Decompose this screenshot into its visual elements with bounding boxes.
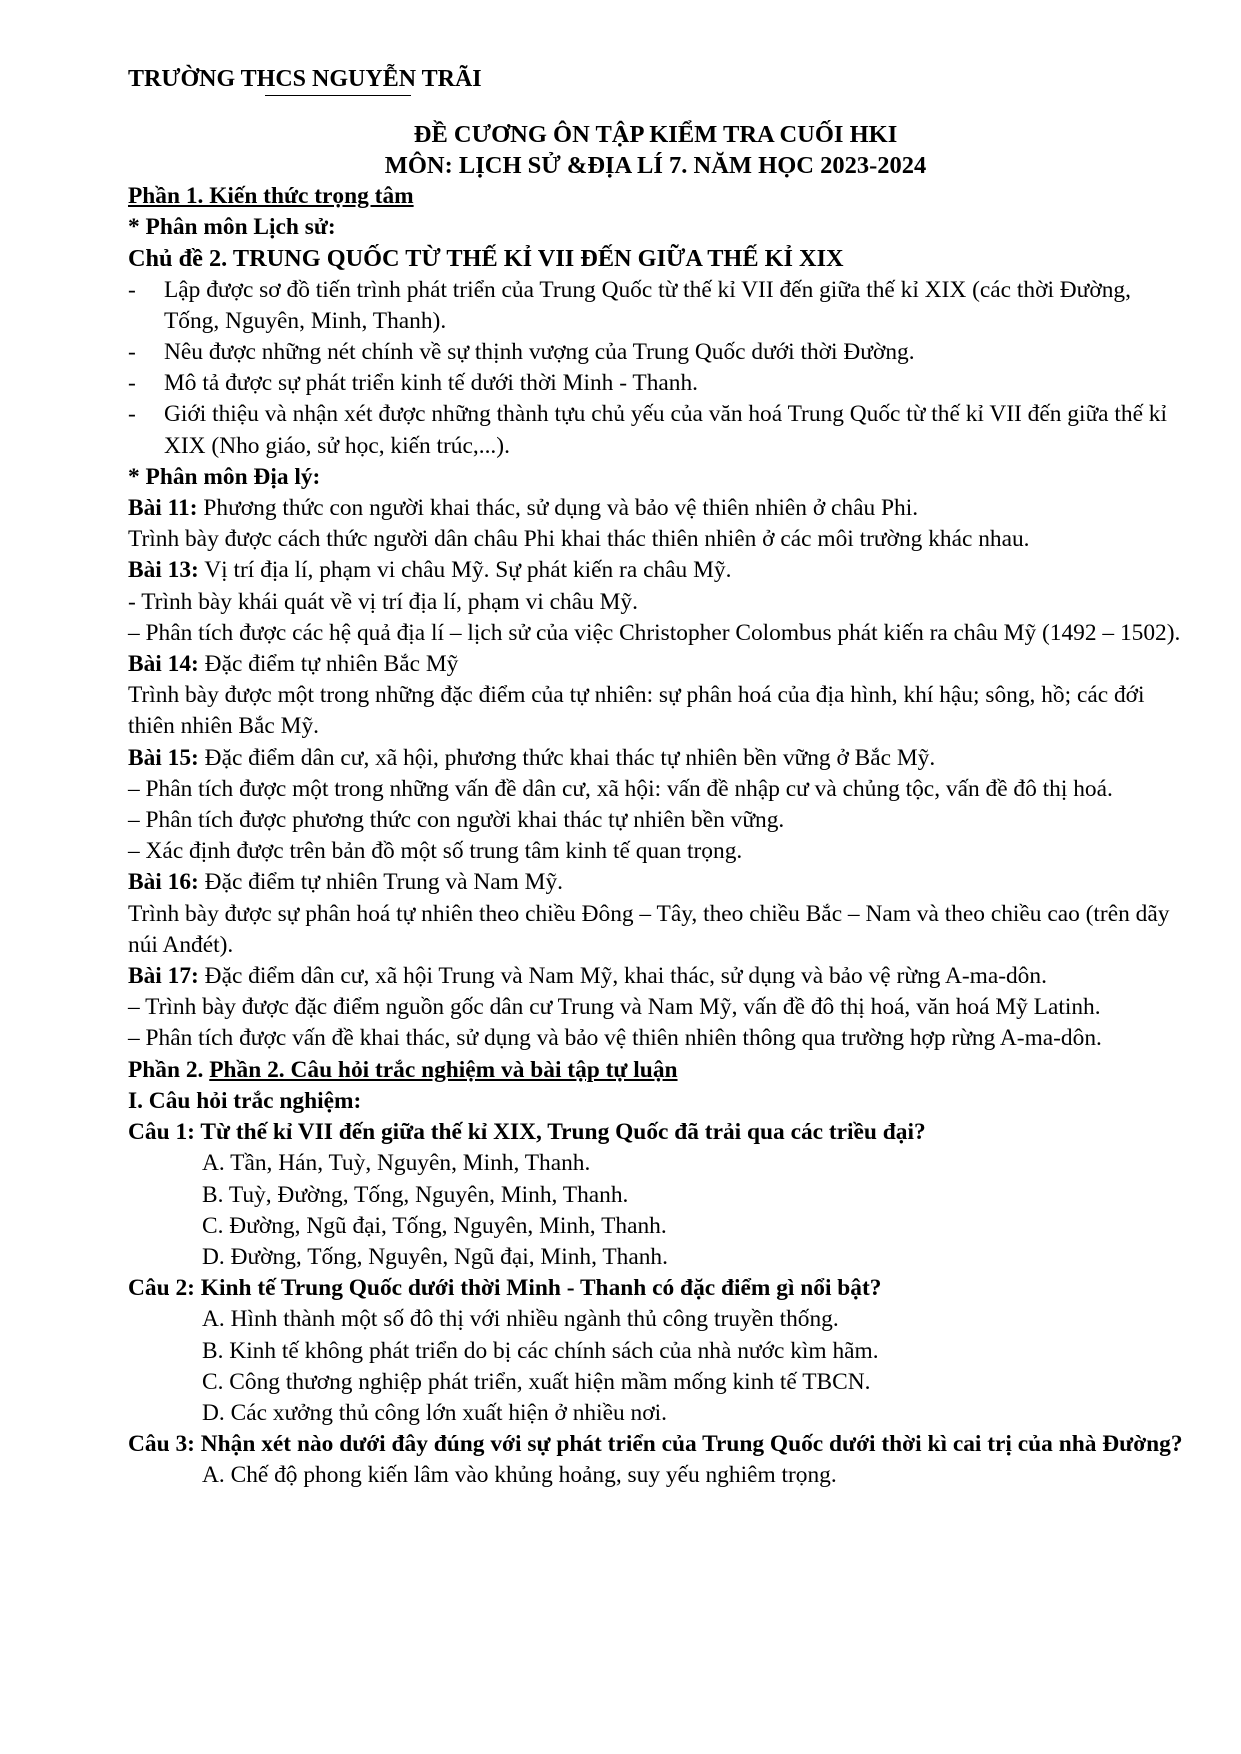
lesson-label: Bài 14: — [128, 651, 199, 678]
list-item-text: Mô tả được sự phát triển kinh tế dưới thời Minh - Thanh. — [164, 370, 699, 397]
document-title — [128, 119, 1183, 181]
question-1: Câu 1: Từ thế kỉ VII đến giữa thế kỉ XIX, Trung Quốc đã trải qua các triều đại? — [128, 1119, 926, 1146]
part2-prefix: Phần 2. — [128, 1056, 210, 1083]
list-item-text: Nêu được những nét chính về sự thịnh vượng của Trung Quốc dưới thời Đường. — [164, 339, 915, 366]
list-item — [128, 275, 1183, 337]
answer-option: C. Công thương nghiệp phát triển, xuất hiện mầm mống kinh tế TBCN. — [202, 1368, 871, 1395]
question-2: Câu 2: Kinh tế Trung Quốc dưới thời Minh - Thanh có đặc điểm gì nổi bật? — [128, 1275, 882, 1302]
list-item — [128, 399, 1183, 461]
list-item — [128, 368, 1183, 399]
title-line-1: ĐỀ CƯƠNG ÔN TẬP KIỂM TRA CUỐI HKI — [413, 121, 898, 148]
answer-option: A. Chế độ phong kiến lâm vào khủng hoảng, suy yếu nghiêm trọng. — [202, 1462, 837, 1489]
lesson-title: Đặc điểm dân cư, xã hội, phương thức khai thác tự nhiên bền vững ở Bắc Mỹ. — [198, 744, 936, 771]
lesson-15-line: – Xác định được trên bản đồ một số trung tâm kinh tế quan trọng. — [128, 838, 743, 865]
lesson-14-heading — [128, 649, 1183, 680]
lesson-title: Đặc điểm tự nhiên Bắc Mỹ — [198, 651, 459, 678]
lesson-13-line: – Phân tích được các hệ quả địa lí – lịch sử của việc Christopher Colombus phát kiến ra châu Mỹ (1492 – 1502). — [128, 619, 1181, 646]
answer-option: B. Kinh tế không phát triển do bị các chính sách của nhà nước kìm hãm. — [202, 1337, 879, 1364]
lesson-label: Bài 11: — [128, 495, 198, 522]
lesson-title: Phương thức con người khai thác, sử dụng và bảo vệ thiên nhiên ở châu Phi. — [197, 495, 919, 522]
geography-header: * Phân môn Địa lý: — [128, 463, 321, 490]
part2-title: Phần 2. Câu hỏi trắc nghiệm và bài tập tự luận — [209, 1056, 678, 1083]
lesson-17-line: – Trình bày được đặc điểm nguồn gốc dân cư Trung và Nam Mỹ, vấn đề đô thị hoá, văn hoá Mỹ Latinh. — [128, 994, 1101, 1021]
list-item — [128, 337, 1183, 368]
dash-marker: - — [128, 276, 136, 303]
list-item-text: Lập được sơ đồ tiến trình phát triển của Trung Quốc từ thế kỉ VII đến giữa thế kỉ XIX (các thời Đường, Tống, Nguyên, Minh, Thanh). — [164, 276, 1131, 334]
answer-option: A. Tần, Hán, Tuỳ, Nguyên, Minh, Thanh. — [202, 1150, 591, 1177]
lesson-14-line: Trình bày được một trong những đặc điểm của tự nhiên: sự phân hoá của địa hình, khí hậu; sông, hồ; các đới thiên nhiên Bắc Mỹ. — [128, 682, 1145, 740]
lesson-17-line: – Phân tích được vấn đề khai thác, sử dụng và bảo vệ thiên nhiên thông qua trường hợp rừng A-ma-dôn. — [128, 1025, 1102, 1052]
lesson-11-line: Trình bày được cách thức người dân châu Phi khai thác thiên nhiên ở các môi trường khác nhau. — [128, 526, 1030, 553]
lesson-16-line: Trình bày được sự phân hoá tự nhiên theo chiều Đông – Tây, theo chiều Bắc – Nam và theo chiều cao (trên dãy núi Anđét). — [128, 900, 1170, 958]
question-3: Câu 3: Nhận xét nào dưới đây đúng với sự phát triển của Trung Quốc dưới thời kì cai trị của nhà Đường? — [128, 1431, 1183, 1458]
list-item-text: Giới thiệu và nhận xét được những thành tựu chủ yếu của văn hoá Trung Quốc từ thế kỉ VII đến giữa thế kỉ XIX (Nho giáo, sử học, kiến trúc,...). — [164, 401, 1167, 459]
part2-heading — [128, 1055, 1183, 1086]
lesson-title: Đặc điểm tự nhiên Trung và Nam Mỹ. — [198, 869, 563, 896]
lesson-16-heading — [128, 867, 1183, 898]
school-name: TRƯỜNG THCS NGUYỄN TRÃI — [128, 66, 482, 92]
answer-option: A. Hình thành một số đô thị với nhiều ngành thủ công truyền thống. — [202, 1306, 839, 1333]
document-page — [128, 64, 1183, 1492]
part1-heading: Phần 1. Kiến thức trọng tâm — [128, 183, 414, 209]
lesson-title: Đặc điểm dân cư, xã hội Trung và Nam Mỹ, khai thác, sử dụng và bảo vệ rừng A-ma-dôn. — [198, 963, 1047, 990]
dash-marker: - — [128, 339, 136, 366]
dash-marker: - — [128, 401, 136, 428]
lesson-15-line: – Phân tích được một trong những vấn đề dân cư, xã hội: vấn đề nhập cư và chủng tộc, vấn đề đô thị hoá. — [128, 775, 1113, 802]
lesson-label: Bài 16: — [128, 869, 199, 896]
answer-option: B. Tuỳ, Đường, Tống, Nguyên, Minh, Thanh. — [202, 1181, 629, 1208]
lesson-label: Bài 17: — [128, 963, 199, 990]
lesson-title: Vị trí địa lí, phạm vi châu Mỹ. Sự phát kiến ra châu Mỹ. — [198, 557, 732, 584]
lesson-11-heading — [128, 493, 1183, 524]
mcq-header: I. Câu hỏi trắc nghiệm: — [128, 1087, 362, 1114]
lesson-13-heading — [128, 555, 1183, 586]
title-line-2: MÔN: LỊCH SỬ &ĐỊA LÍ 7. NĂM HỌC 2023-2024 — [384, 152, 927, 179]
lesson-label: Bài 13: — [128, 557, 199, 584]
lesson-17-heading — [128, 961, 1183, 992]
answer-option: D. Đường, Tống, Nguyên, Ngũ đại, Minh, Thanh. — [202, 1243, 668, 1270]
school-underline — [265, 95, 411, 96]
answer-option: D. Các xưởng thủ công lớn xuất hiện ở nhiều nơi. — [202, 1399, 667, 1426]
answer-option: C. Đường, Ngũ đại, Tống, Nguyên, Minh, Thanh. — [202, 1212, 667, 1239]
lesson-15-heading — [128, 743, 1183, 774]
history-header: * Phân môn Lịch sử: — [128, 214, 336, 241]
topic-heading: Chủ đề 2. TRUNG QUỐC TỪ THẾ KỈ VII ĐẾN GIỮA THẾ KỈ XIX — [128, 245, 844, 273]
lesson-15-line: – Phân tích được phương thức con người khai thác tự nhiên bền vững. — [128, 807, 785, 834]
lesson-13-line: - Trình bày khái quát về vị trí địa lí, phạm vi châu Mỹ. — [128, 588, 638, 615]
dash-marker: - — [128, 370, 136, 397]
lesson-label: Bài 15: — [128, 744, 199, 771]
